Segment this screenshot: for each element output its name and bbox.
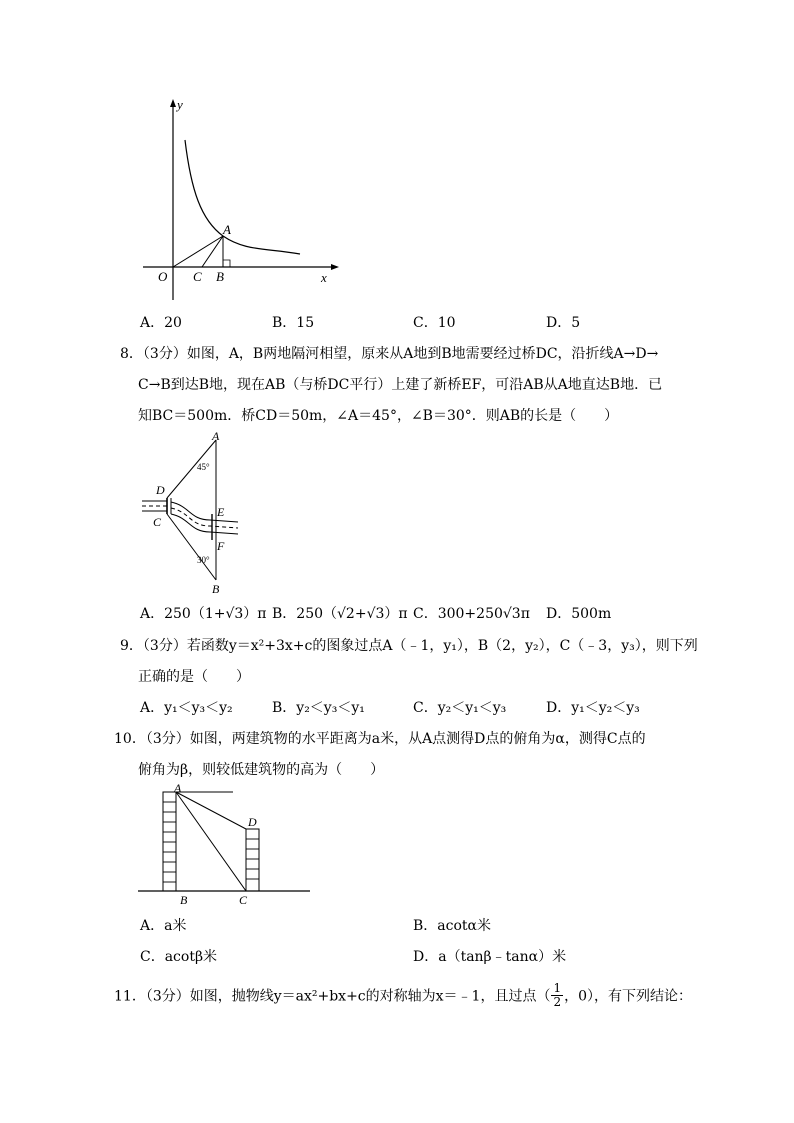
- q10-option-a[interactable]: A．a米: [140, 918, 187, 934]
- label-C: C: [193, 269, 202, 284]
- label-A: A: [174, 782, 182, 795]
- label-y: y: [177, 97, 183, 112]
- short-building: [246, 829, 259, 891]
- q9-option-c[interactable]: C．y₂＜y₁＜y₃: [413, 700, 507, 716]
- segment-CB: [167, 514, 216, 580]
- q8-line-2: C→B到达B地，现在AB（与桥DC平行）上建了新桥EF，可沿AB从A地直达B地．已: [138, 377, 663, 393]
- hyperbola-curve: [185, 140, 300, 254]
- right-angle-mark: [223, 260, 230, 267]
- q9-option-a[interactable]: A．y₁＜y₃＜y₂: [140, 700, 233, 716]
- q9-option-d[interactable]: D．y₁＜y₂＜y₃: [546, 700, 640, 716]
- label-A: A: [223, 222, 231, 237]
- segment-OA: [173, 236, 223, 267]
- q7-option-d[interactable]: D．5: [546, 315, 581, 331]
- sightline-AC: [176, 792, 246, 891]
- label-A: A: [212, 429, 220, 443]
- y-axis-arrow: [170, 99, 176, 107]
- label-angle-A: 45°: [197, 462, 210, 472]
- label-B: B: [180, 893, 188, 907]
- fraction-denominator: 2: [553, 995, 562, 1009]
- q11-text-start: 11．（3分）如图，抛物线y＝ax²+bx+c的对称轴为x＝﹣1，且过点（: [114, 988, 551, 1005]
- q9-line-1: 9．（3分）若函数y＝x²+3x+c的图象过点A（﹣1，y₁），B（2，y₂），C（﹣3，y₃），则下列: [120, 638, 698, 654]
- x-axis-arrow: [331, 264, 339, 270]
- label-B: B: [212, 582, 220, 596]
- q11-line-1: [114, 983, 692, 1010]
- q7-graph: [135, 95, 345, 305]
- q10-option-c[interactable]: C．acotβ米: [140, 949, 218, 965]
- q8-option-d[interactable]: D．500m: [546, 606, 612, 622]
- q9-option-b[interactable]: B．y₂＜y₃＜y₁: [272, 700, 365, 716]
- tall-building: [163, 792, 176, 891]
- label-D: D: [156, 483, 165, 497]
- fraction-numerator: 1: [553, 981, 562, 995]
- q7-option-c[interactable]: C．10: [413, 315, 456, 331]
- q10-buildings-figure: [135, 782, 315, 907]
- q10-option-b[interactable]: B．acotα米: [413, 918, 491, 934]
- q8-line-1: 8．（3分）如图，A，B两地隔河相望，原来从A地到B地需要经过桥DC，沿折线A→D→: [120, 346, 659, 362]
- sightline-AD: [176, 792, 246, 829]
- q7-option-b[interactable]: B．15: [272, 315, 315, 331]
- q10-line-1: 10．（3分）如图，两建筑物的水平距离为a米，从A点测得D点的俯角为α，测得C点的: [114, 731, 646, 747]
- segment-CA: [202, 236, 223, 267]
- q10-line-2: 俯角为β，则较低建筑物的高为（ ）: [138, 762, 385, 778]
- label-C: C: [153, 515, 162, 529]
- q8-line-3: 知BC＝500m．桥CD＝50m，∠A＝45°，∠B＝30°．则AB的长是（ ）: [138, 408, 619, 424]
- q9-line-2: 正确的是（ ）: [138, 669, 250, 685]
- label-angle-B: 30°: [197, 555, 210, 565]
- fraction-one-half: [551, 982, 563, 1009]
- short-building-floors: [246, 839, 259, 879]
- q11-text-end: ，0），有下列结论：: [564, 988, 693, 1005]
- label-D: D: [248, 815, 257, 829]
- label-O: O: [158, 269, 168, 284]
- q10-option-d[interactable]: D．a（tanβ﹣tanα）米: [413, 949, 567, 965]
- label-B: B: [216, 269, 224, 284]
- q8-option-c[interactable]: C．300+250√3π: [413, 606, 530, 622]
- q7-option-a[interactable]: A．20: [140, 315, 182, 331]
- label-F: F: [217, 539, 225, 553]
- label-E: E: [217, 505, 225, 519]
- q8-river-figure: [140, 428, 250, 596]
- label-x: x: [321, 270, 327, 285]
- tall-building-floors: [163, 802, 176, 882]
- label-C: C: [239, 893, 248, 907]
- q8-option-b[interactable]: B．250（√2+√3）π: [272, 606, 408, 622]
- q8-option-a[interactable]: A．250（1+√3）π: [140, 606, 267, 622]
